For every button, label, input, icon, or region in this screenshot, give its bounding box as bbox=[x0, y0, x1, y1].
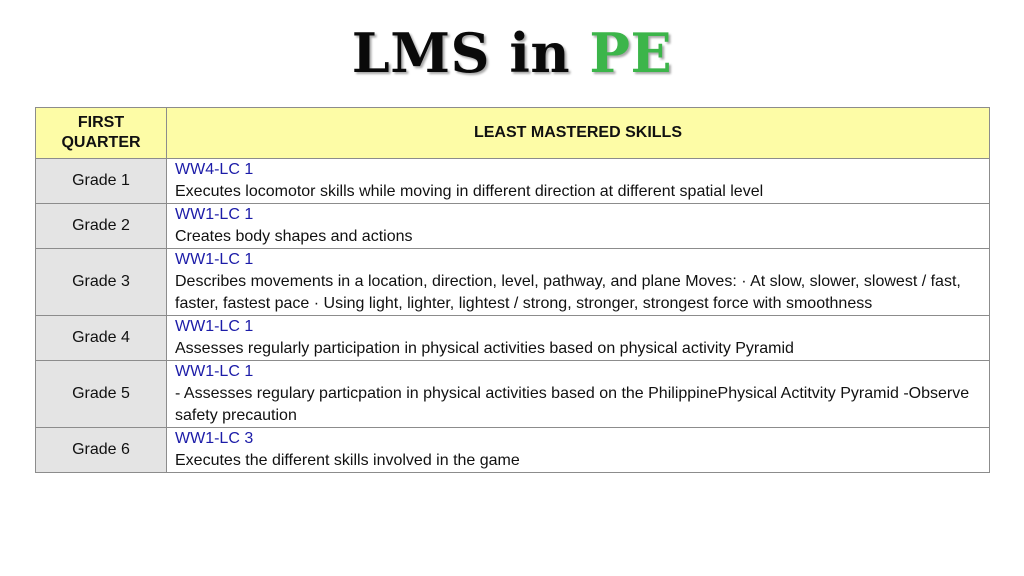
table-row bbox=[36, 159, 990, 204]
header-least-mastered-skills: LEAST MASTERED SKILLS bbox=[167, 108, 990, 159]
skill-code: WW4-LC 1 bbox=[175, 161, 254, 178]
table-header-row bbox=[36, 108, 990, 159]
skill-cell bbox=[167, 428, 990, 473]
skill-code: WW1-LC 1 bbox=[175, 318, 254, 335]
table-row bbox=[36, 316, 990, 361]
table-row bbox=[36, 249, 990, 316]
skill-cell bbox=[167, 361, 990, 428]
title-accent: PE bbox=[589, 21, 673, 85]
table-row bbox=[36, 204, 990, 249]
header-first-quarter-line1: FIRST bbox=[77, 114, 125, 131]
skill-code: WW1-LC 1 bbox=[175, 251, 254, 268]
header-first-quarter-line2: QUARTER bbox=[61, 134, 141, 151]
skill-code: WW1-LC 3 bbox=[175, 430, 254, 447]
table-row bbox=[36, 361, 990, 428]
skill-description: Describes movements in a location, direction, level, pathway, and plane Moves: · At slow, slower, slowest / fast, faster, fastest pace · Using light, lighter, lightest / strong, stronger, strongest force with smoothness bbox=[175, 273, 961, 312]
grade-cell: Grade 1 bbox=[36, 159, 167, 204]
grade-cell: Grade 2 bbox=[36, 204, 167, 249]
skill-description: - Assesses regulary particpation in physical activities based on the PhilippinePhysical Actitvity Pyramid -Observe safety precaution bbox=[175, 385, 970, 424]
skill-code: WW1-LC 1 bbox=[175, 363, 254, 380]
title-main: LMS in bbox=[351, 21, 590, 85]
header-first-quarter bbox=[36, 108, 167, 159]
skill-code: WW1-LC 1 bbox=[175, 206, 254, 223]
skill-cell bbox=[167, 204, 990, 249]
slide-title bbox=[0, 18, 1024, 88]
skill-cell bbox=[167, 249, 990, 316]
grade-cell: Grade 6 bbox=[36, 428, 167, 473]
skill-cell bbox=[167, 316, 990, 361]
skill-description: Assesses regularly participation in physical activities based on physical activity Pyramid bbox=[175, 340, 794, 357]
skills-table bbox=[35, 107, 990, 473]
skill-description: Executes the different skills involved in the game bbox=[175, 452, 520, 469]
skill-cell bbox=[167, 159, 990, 204]
grade-cell: Grade 4 bbox=[36, 316, 167, 361]
table-row bbox=[36, 428, 990, 473]
grade-cell: Grade 3 bbox=[36, 249, 167, 316]
grade-cell: Grade 5 bbox=[36, 361, 167, 428]
skill-description: Creates body shapes and actions bbox=[175, 228, 413, 245]
skill-description: Executes locomotor skills while moving in different direction at different spatial level bbox=[175, 183, 764, 200]
